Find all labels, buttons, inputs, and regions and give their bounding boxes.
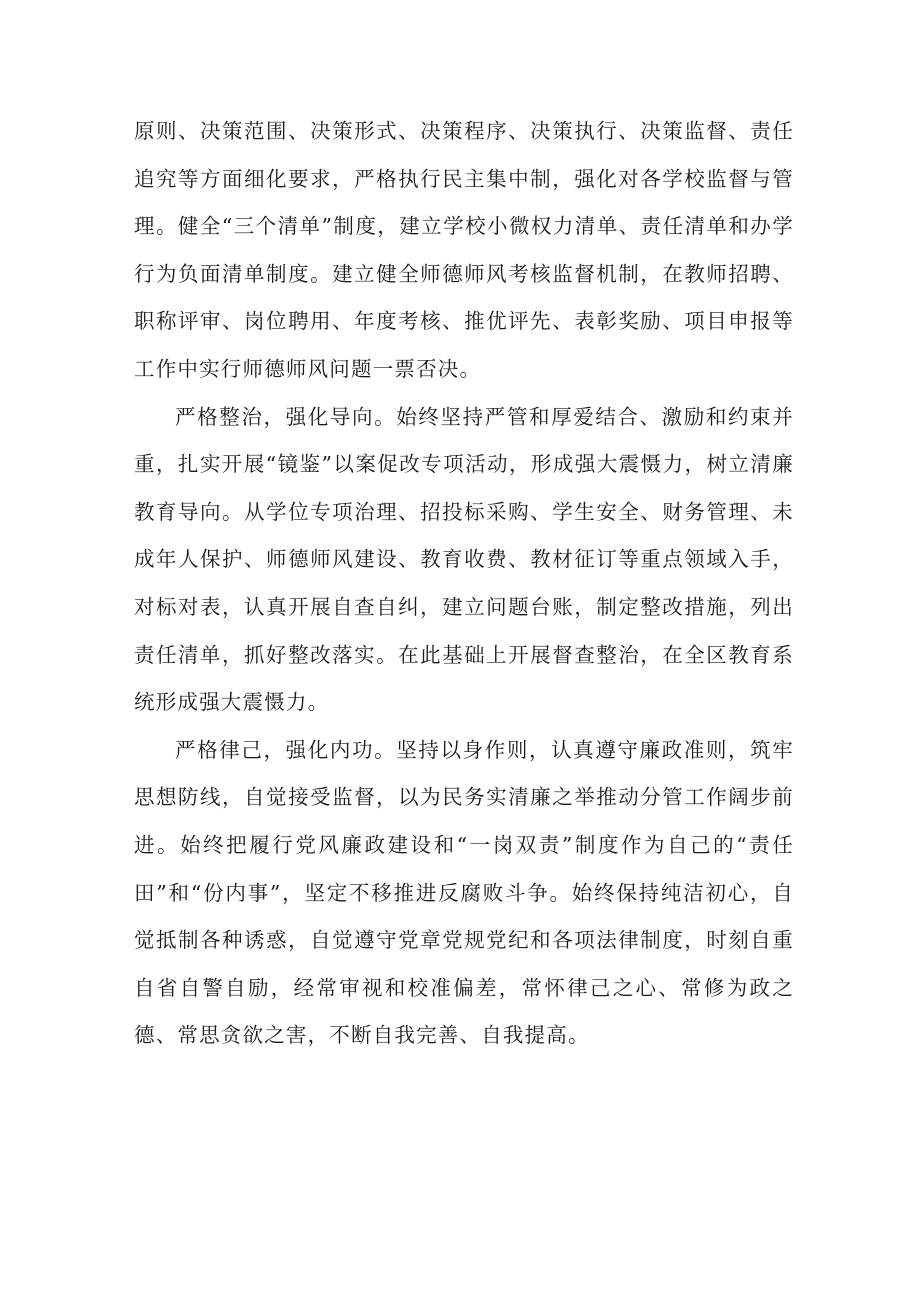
paragraph-2: 严格整治，强化导向。始终坚持严管和厚爱结合、激励和约束并重，扎实开展“镜鉴”以案促改专项活动，形成强大震慑力，树立清廉教育导向。从学位专项治理、招投标采购、学生安全、财务管理、未成年人保护、师德师风建设、教育收费、教材征订等重点领域入手，对标对表，认真开展自查自纠，建立问题台账，制定整改措施，列出责任清单，抓好整改落实。在此基础上开展督查整治，在全区教育系统形成强大震慑力。 <box>134 404 794 715</box>
paragraph-3: 严格律己，强化内功。坚持以身作则，认真遵守廉政准则，筑牢思想防线，自觉接受监督，以为民务实清廉之举推动分管工作阔步前进。始终把履行党风廉政建设和“一岗双责”制度作为自己的“责任田”和“份内事”，坚定不移推进反腐败斗争。始终保持纯洁初心，自觉抵制各种诱惑，自觉遵守党章党规党纪和各项法律制度，时刻自重自省自警自励，经常审视和校准偏差，常怀律己之心、常修为政之德、常思贪欲之害，不断自我完善、自我提高。 <box>134 737 794 1048</box>
document-body <box>134 108 794 1060</box>
paragraph-1: 原则、决策范围、决策形式、决策程序、决策执行、决策监督、责任追究等方面细化要求，严格执行民主集中制，强化对各学校监督与管理。健全“三个清单”制度，建立学校小微权力清单、责任清单和办学行为负面清单制度。建立健全师德师风考核监督机制，在教师招聘、职称评审、岗位聘用、年度考核、推优评先、表彰奖励、项目申报等工作中实行师德师风问题一票否决。 <box>134 119 794 381</box>
